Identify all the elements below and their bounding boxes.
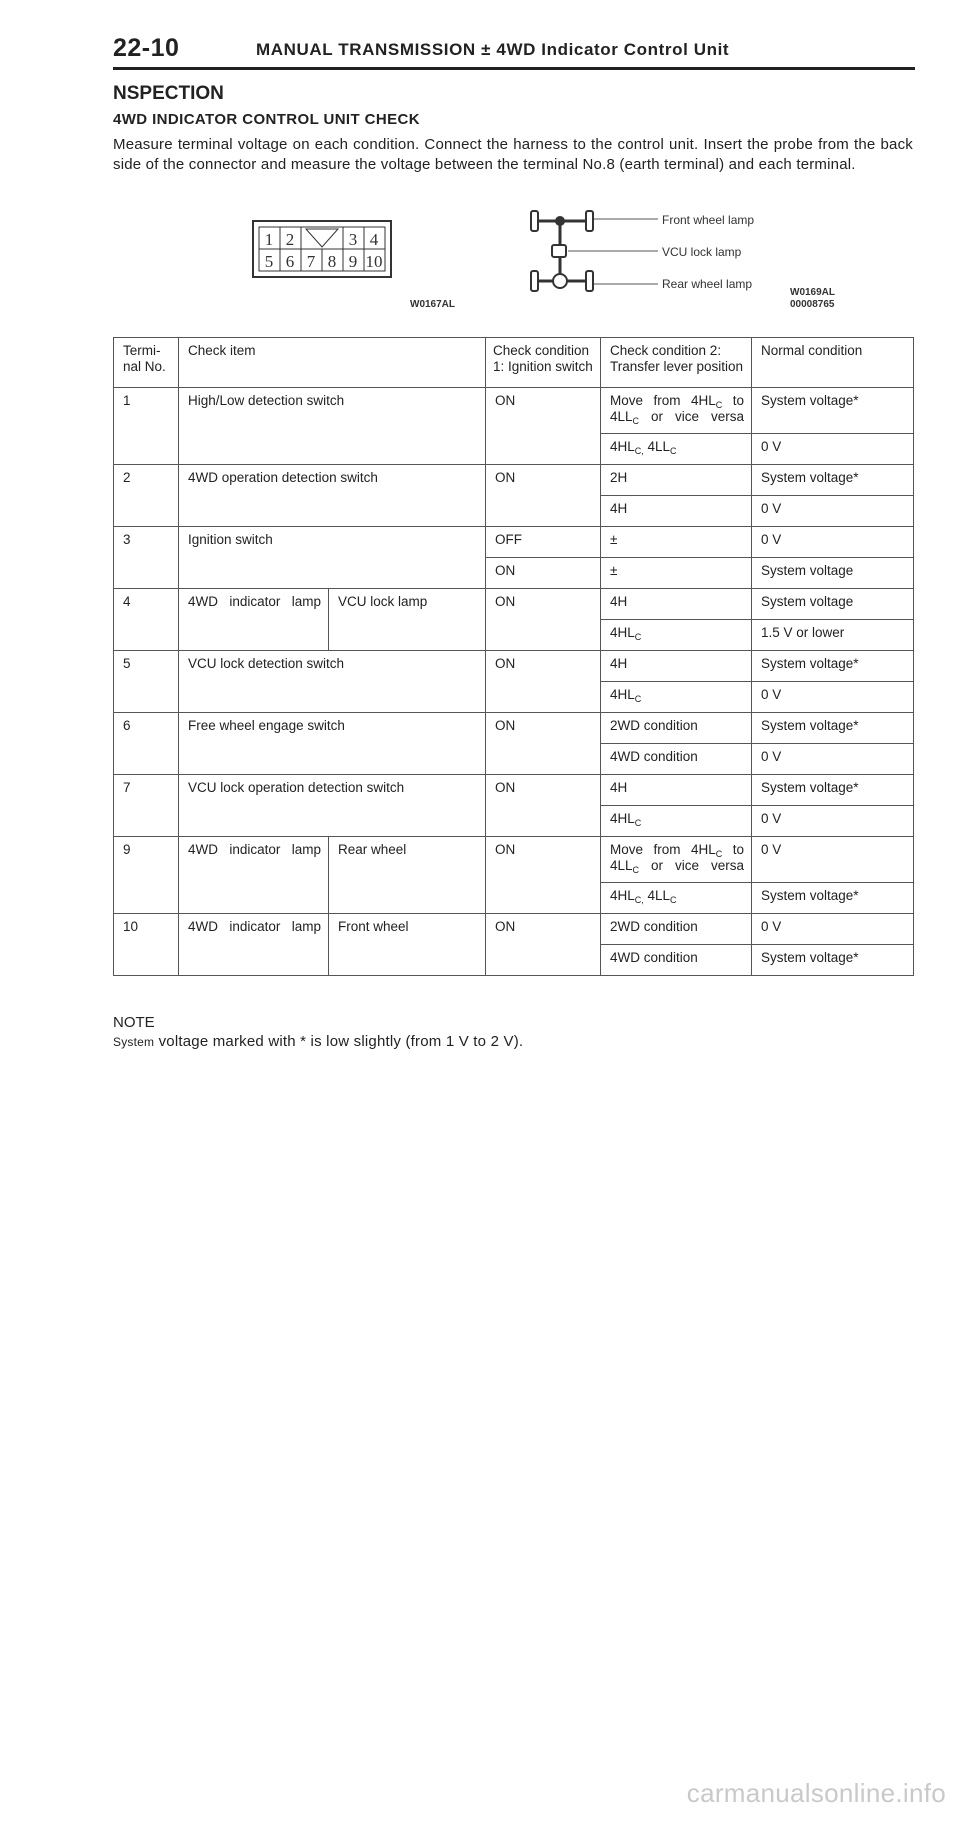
note-body: voltage marked with * is low slightly (from 1 V to 2 V).	[158, 1033, 524, 1050]
condition-2-cell: ±	[601, 527, 752, 558]
condition-2-cell: Move from $4HL_C$ to $4LL_C$ or vice versa	[601, 837, 752, 883]
header-title: MANUAL TRANSMISSION ± 4WD Indicator Control Unit	[256, 40, 730, 59]
pin-label: 1	[264, 230, 274, 249]
condition-2-cell: Move from $4HL_C$ to $4LL_C$ or vice versa	[601, 388, 752, 434]
table-header-row	[114, 338, 914, 388]
check-item-sub-cell: VCU lock lamp	[329, 589, 486, 651]
condition-2-cell: 2WD condition	[601, 914, 752, 945]
terminal-cell: 9	[114, 837, 179, 914]
condition-1-cell: ON	[486, 465, 601, 527]
sub-title: 4WD INDICATOR CONTROL UNIT CHECK	[113, 111, 420, 128]
rear-wheel-lamp-label: Rear wheel lamp	[662, 277, 753, 291]
note-label: NOTE	[113, 1014, 155, 1031]
pin-label: 3	[348, 230, 358, 249]
condition-1-cell: ON	[486, 775, 601, 837]
header-rule	[113, 67, 915, 70]
condition-2-cell: ±	[601, 558, 752, 589]
intro-paragraph: Measure terminal voltage on each condition. Connect the harness to the control unit. Insert the probe from the back side of the connector and measure the voltage between the terminal No.8 (earth terminal) and each terminal.	[113, 136, 913, 173]
pin-label: 5	[264, 252, 274, 271]
table-row	[114, 713, 914, 744]
condition-2-cell: $4HL_{C,}$ $4LL_C$	[601, 883, 752, 914]
condition-2-cell: 4H	[601, 775, 752, 806]
lamp-figure-code: W0169AL	[790, 287, 836, 298]
terminal-cell: 1	[114, 388, 179, 465]
check-item-cell: VCU lock operation detection switch	[179, 775, 486, 837]
condition-2-cell: 4WD condition	[601, 744, 752, 775]
pin-label: 8	[327, 252, 337, 271]
condition-2-cell: 2H	[601, 465, 752, 496]
normal-condition-cell: 0 V	[752, 682, 914, 713]
watermark: carmanualsonline.info	[686, 1778, 946, 1808]
normal-condition-cell: 0 V	[752, 914, 914, 945]
pin-label: 2	[285, 230, 295, 249]
table-row	[114, 527, 914, 558]
condition-2-cell: $4HL_C$	[601, 620, 752, 651]
terminal-cell: 5	[114, 651, 179, 713]
condition-1-cell: ON	[486, 388, 601, 465]
table-row	[114, 388, 914, 434]
section-title: NSPECTION	[113, 83, 224, 104]
terminal-voltage-table	[113, 337, 914, 976]
lamp-figure-subcode: 00008765	[790, 299, 835, 310]
header-terminal: Termi-nal No.	[114, 338, 179, 388]
normal-condition-cell: 0 V	[752, 496, 914, 527]
normal-condition-cell: 0 V	[752, 744, 914, 775]
condition-2-cell: 4WD condition	[601, 945, 752, 976]
normal-condition-cell: System voltage*	[752, 651, 914, 682]
normal-condition-cell: 0 V	[752, 527, 914, 558]
normal-condition-cell: 0 V	[752, 434, 914, 465]
normal-condition-cell: System voltage*	[752, 388, 914, 434]
note-lead: System	[113, 1035, 155, 1049]
normal-condition-cell: System voltage	[752, 558, 914, 589]
terminal-cell: 4	[114, 589, 179, 651]
indicator-lamp-diagram	[528, 207, 658, 299]
condition-2-cell: 2WD condition	[601, 713, 752, 744]
condition-1-cell: ON	[486, 713, 601, 775]
front-wheel-lamp-label: Front wheel lamp	[662, 213, 755, 227]
condition-1-cell: ON	[486, 837, 601, 914]
check-item-cell: 4WD operation detection switch	[179, 465, 486, 527]
normal-condition-cell: System voltage*	[752, 945, 914, 976]
normal-condition-cell: System voltage	[752, 589, 914, 620]
condition-2-cell: $4HL_{C,}$ $4LL_C$	[601, 434, 752, 465]
table-row	[114, 465, 914, 496]
connector-diagram	[252, 220, 402, 282]
condition-1-cell: OFF	[486, 527, 601, 558]
condition-2-cell: 4H	[601, 589, 752, 620]
condition-1-cell: ON	[486, 589, 601, 651]
check-item-cell: Free wheel engage switch	[179, 713, 486, 775]
table-row	[114, 775, 914, 806]
terminal-cell: 6	[114, 713, 179, 775]
condition-2-cell: 4H	[601, 651, 752, 682]
table-row	[114, 589, 914, 620]
pin-label: 4	[369, 230, 379, 249]
condition-1-cell: ON	[486, 558, 601, 589]
check-item-cell: Ignition switch	[179, 527, 486, 589]
table-row	[114, 837, 914, 883]
header-check-item: Check item	[179, 338, 486, 388]
terminal-cell: 2	[114, 465, 179, 527]
normal-condition-cell: 0 V	[752, 806, 914, 837]
terminal-cell: 7	[114, 775, 179, 837]
check-item-sub-cell: Rear wheel	[329, 837, 486, 914]
condition-2-cell: $4HL_C$	[601, 806, 752, 837]
condition-1-cell: ON	[486, 651, 601, 713]
note-text	[113, 1033, 523, 1050]
condition-1-cell: ON	[486, 914, 601, 976]
normal-condition-cell: System voltage*	[752, 883, 914, 914]
page-number: 22-10	[113, 34, 180, 62]
table-row	[114, 914, 914, 945]
normal-condition-cell: 0 V	[752, 837, 914, 883]
condition-2-cell: $4HL_C$	[601, 682, 752, 713]
vcu-lock-lamp-label: VCU lock lamp	[662, 245, 742, 259]
header-condition-1: Check condition 1: Ignition switch	[486, 338, 601, 388]
terminal-cell: 3	[114, 527, 179, 589]
normal-condition-cell: System voltage*	[752, 713, 914, 744]
header-normal-condition: Normal condition	[752, 338, 914, 388]
table-row	[114, 651, 914, 682]
pin-label: 9	[348, 252, 358, 271]
normal-condition-cell: System voltage*	[752, 465, 914, 496]
normal-condition-cell: 1.5 V or lower	[752, 620, 914, 651]
check-item-cell: 4WD indicator lamp	[179, 914, 329, 976]
header-condition-2: Check condition 2: Transfer lever position	[601, 338, 752, 388]
pin-label: 10	[365, 252, 383, 271]
pin-label: 7	[306, 252, 316, 271]
check-item-cell: High/Low detection switch	[179, 388, 486, 465]
pin-label: 6	[285, 252, 295, 271]
check-item-cell: 4WD indicator lamp	[179, 837, 329, 914]
terminal-cell: 10	[114, 914, 179, 976]
normal-condition-cell: System voltage*	[752, 775, 914, 806]
check-item-sub-cell: Front wheel	[329, 914, 486, 976]
connector-figure-code: W0167AL	[410, 299, 456, 310]
check-item-cell: VCU lock detection switch	[179, 651, 486, 713]
condition-2-cell: 4H	[601, 496, 752, 527]
check-item-cell: 4WD indicator lamp	[179, 589, 329, 651]
